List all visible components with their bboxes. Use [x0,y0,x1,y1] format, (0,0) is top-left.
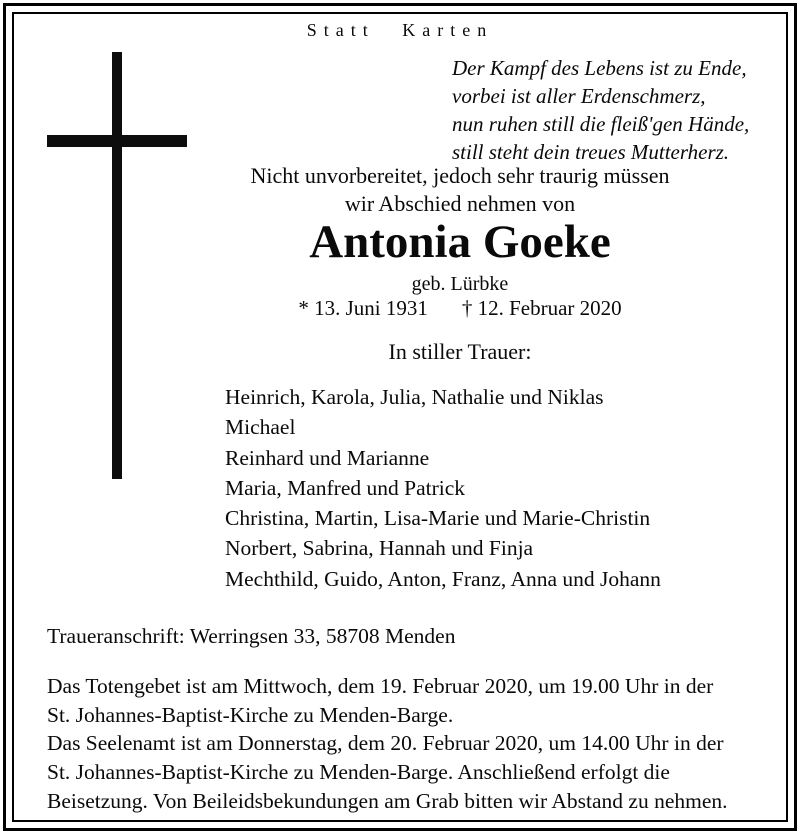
mourner-line: Heinrich, Karola, Julia, Nathalie und Niklas [225,385,604,409]
intro-line-2: wir Abschied nehmen von [344,191,576,216]
poem-line: vorbei ist aller Erdenschmerz, [452,84,706,108]
mourning-address: Traueranschrift: Werringsen 33, 58708 Menden [47,624,456,648]
poem-line: still steht dein treues Mutterherz. [452,140,730,164]
life-dates [120,296,800,320]
intro-line-1: Nicht unvorbereitet, jedoch sehr traurig müssen [250,163,670,188]
mourner-line: Mechthild, Guido, Anton, Franz, Anna und Johann [225,566,661,591]
memorial-poem [452,54,749,166]
mourning-heading: In stiller Trauer: [388,339,532,364]
service-information [47,672,728,816]
mourner-line: Norbert, Sabrina, Hannah und Finja [225,536,534,561]
poem-line: Der Kampf des Lebens ist zu Ende, [452,56,747,80]
announcement-block [120,162,800,364]
cross-horizontal-bar [47,135,187,147]
maiden-name: geb. Lürbke [411,273,509,295]
death-date: † 12. Februar 2020 [461,296,622,320]
service-line: Das Seelenamt ist am Donnerstag, dem 20. Februar 2020, um 14.00 Uhr in der [47,731,724,756]
poem-line: nun ruhen still die fleiß'gen Hände, [452,112,750,136]
pre-header-statt-karten: Statt Karten [306,20,494,40]
mourner-line: Maria, Manfred und Patrick [225,475,466,500]
mourner-line: Michael [225,415,296,440]
service-line: Das Totengebet ist am Mittwoch, dem 19. Februar 2020, um 19.00 Uhr in der [47,674,714,698]
service-line: St. Johannes-Baptist-Kirche zu Menden-Barge. [47,702,454,727]
service-line: St. Johannes-Baptist-Kirche zu Menden-Barge. Anschließend erfolgt die [47,760,670,785]
deceased-name: Antonia Goeke [309,216,611,268]
service-line: Beisetzung. Von Beileidsbekundungen am Grab bitten wir Abstand zu nehmen. [47,788,728,813]
birth-date: * 13. Juni 1931 [298,296,428,320]
mourner-line: Reinhard und Marianne [225,445,430,470]
mourners-list [225,382,661,594]
mourner-line: Christina, Martin, Lisa-Marie und Marie-Christin [225,506,651,531]
